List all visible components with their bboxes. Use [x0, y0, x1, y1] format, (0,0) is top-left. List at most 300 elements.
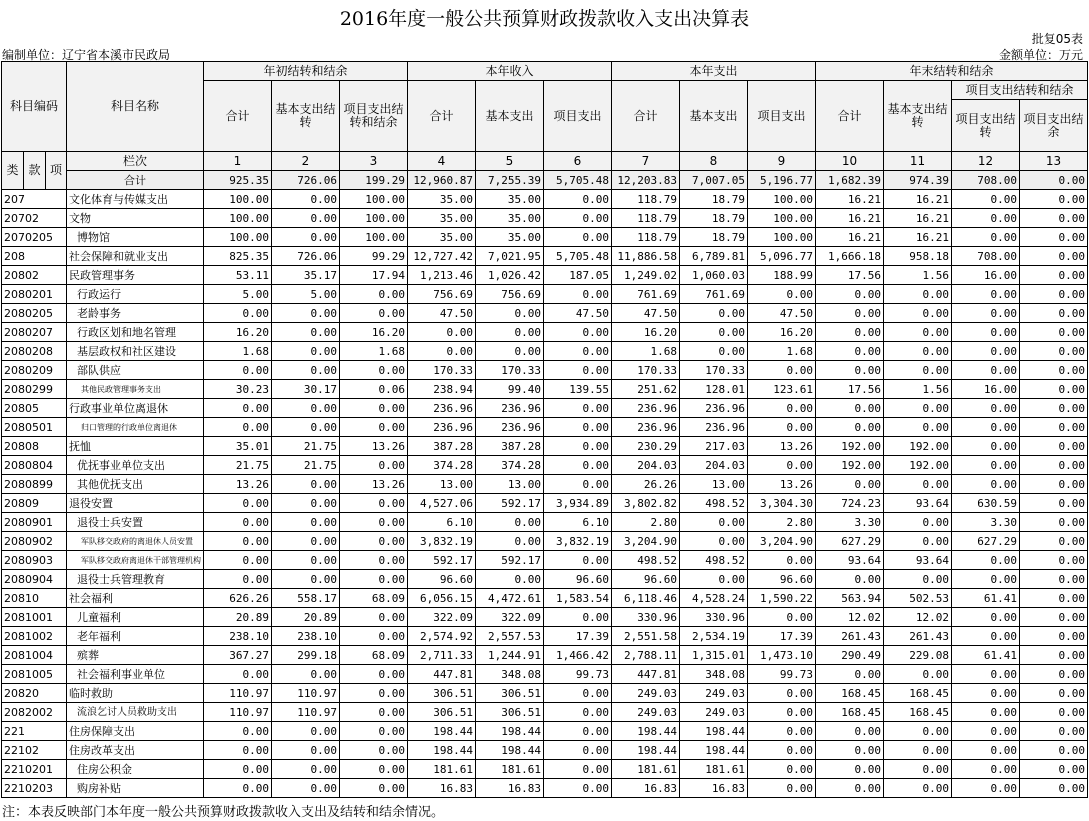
- amount-cell: 0.00: [816, 418, 884, 437]
- amount-cell: 2,711.33: [408, 646, 476, 665]
- amount-cell: 11,886.58: [612, 247, 680, 266]
- amount-cell: 0.00: [1020, 285, 1088, 304]
- amount-cell: 348.08: [680, 665, 748, 684]
- amount-cell: 12.02: [816, 608, 884, 627]
- amount-cell: 96.60: [748, 570, 816, 589]
- table-row: [2, 570, 1088, 589]
- amount-cell: 627.29: [816, 532, 884, 551]
- amount-cell: 0.00: [408, 323, 476, 342]
- amount-cell: 100.00: [748, 190, 816, 209]
- header-end-project: 项目支出结转和结余: [952, 81, 1088, 100]
- amount-cell: 100.00: [340, 190, 408, 209]
- amount-cell: 0.00: [272, 741, 340, 760]
- amount-cell: 367.27: [204, 646, 272, 665]
- amount-cell: 627.29: [952, 532, 1020, 551]
- subject-code: 20805: [2, 399, 67, 418]
- amount-cell: 0.00: [952, 741, 1020, 760]
- header-income-total: 合计: [408, 81, 476, 152]
- amount-cell: 0.00: [544, 399, 612, 418]
- header-begin-project: 项目支出结转和结余: [340, 81, 408, 152]
- header-begin-total: 合计: [204, 81, 272, 152]
- amount-cell: 0.00: [340, 532, 408, 551]
- amount-cell: 0.00: [952, 190, 1020, 209]
- amount-cell: 192.00: [816, 456, 884, 475]
- amount-cell: 35.00: [408, 190, 476, 209]
- amount-cell: 3,304.30: [748, 494, 816, 513]
- amount-cell: 0.00: [816, 665, 884, 684]
- amount-cell: 447.81: [612, 665, 680, 684]
- amount-cell: 0.00: [476, 342, 544, 361]
- amount-cell: 1,315.01: [680, 646, 748, 665]
- amount-cell: 2,551.58: [612, 627, 680, 646]
- amount-cell: 249.03: [612, 703, 680, 722]
- amount-cell: 96.60: [408, 570, 476, 589]
- amount-cell: 21.75: [272, 456, 340, 475]
- amount-cell: 3.30: [952, 513, 1020, 532]
- amount-cell: 0.00: [680, 532, 748, 551]
- footnote: 注：本表反映部门本年度一般公共预算财政拨款收入支出及结转和结余情况。: [2, 805, 445, 820]
- compiling-unit: 编制单位：辽宁省本溪市民政局: [2, 48, 171, 62]
- subject-code: 22102: [2, 741, 67, 760]
- amount-cell: 1,583.54: [544, 589, 612, 608]
- amount-cell: 30.23: [204, 380, 272, 399]
- amount-cell: 0.00: [884, 779, 952, 798]
- amount-cell: 330.96: [680, 608, 748, 627]
- amount-cell: 0.00: [476, 323, 544, 342]
- amount-cell: 0.00: [340, 760, 408, 779]
- amount-cell: 0.00: [204, 551, 272, 570]
- subject-code: 2081002: [2, 627, 67, 646]
- amount-cell: 4,528.24: [680, 589, 748, 608]
- amount-cell: 16.00: [952, 380, 1020, 399]
- amount-cell: 0.00: [272, 418, 340, 437]
- amount-cell: 6,118.46: [612, 589, 680, 608]
- amount-cell: 16.21: [884, 209, 952, 228]
- amount-cell: 306.51: [476, 703, 544, 722]
- amount-cell: 13.26: [340, 475, 408, 494]
- amount-cell: 0.00: [952, 304, 1020, 323]
- subject-code: 2080207: [2, 323, 67, 342]
- amount-cell: 1,213.46: [408, 266, 476, 285]
- amount-cell: 0.00: [1020, 760, 1088, 779]
- amount-cell: 35.00: [476, 190, 544, 209]
- amount-cell: 0.00: [272, 760, 340, 779]
- amount-cell: 0.00: [952, 760, 1020, 779]
- amount-cell: 96.60: [612, 570, 680, 589]
- total-label: 合计: [67, 171, 204, 190]
- amount-cell: 238.10: [204, 627, 272, 646]
- amount-cell: 13.26: [748, 437, 816, 456]
- amount-cell: 0.00: [952, 779, 1020, 798]
- amount-cell: 0.00: [952, 228, 1020, 247]
- amount-cell: 0.00: [748, 361, 816, 380]
- amount-cell: 0.00: [748, 608, 816, 627]
- amount-cell: 0.00: [204, 779, 272, 798]
- amount-cell: 100.00: [204, 228, 272, 247]
- amount-cell: 0.00: [952, 684, 1020, 703]
- amount-cell: 198.44: [408, 722, 476, 741]
- amount-cell: 217.03: [680, 437, 748, 456]
- amount-cell: 7,021.95: [476, 247, 544, 266]
- amount-cell: 0.00: [340, 456, 408, 475]
- amount-cell: 0.00: [748, 285, 816, 304]
- table-row: [2, 475, 1088, 494]
- amount-cell: 1.68: [612, 342, 680, 361]
- total-cell: 708.00: [952, 171, 1020, 190]
- amount-cell: 0.00: [816, 285, 884, 304]
- amount-cell: 0.00: [204, 741, 272, 760]
- table-row: [2, 247, 1088, 266]
- amount-cell: 0.00: [272, 665, 340, 684]
- amount-cell: 0.00: [816, 342, 884, 361]
- subject-name: 基层政权和社区建设: [67, 342, 204, 361]
- amount-cell: 96.60: [544, 570, 612, 589]
- amount-cell: 0.00: [340, 570, 408, 589]
- subject-code: 208: [2, 247, 67, 266]
- amount-cell: 198.44: [476, 741, 544, 760]
- amount-cell: 16.20: [748, 323, 816, 342]
- total-cell: 0.00: [1020, 171, 1088, 190]
- amount-cell: 168.45: [816, 703, 884, 722]
- amount-cell: 0.00: [340, 304, 408, 323]
- amount-cell: 0.00: [748, 779, 816, 798]
- col-num: 1: [204, 152, 272, 171]
- amount-cell: 0.00: [272, 190, 340, 209]
- amount-cell: 0.00: [204, 665, 272, 684]
- amount-cell: 0.00: [816, 304, 884, 323]
- amount-cell: 0.00: [816, 779, 884, 798]
- amount-cell: 0.00: [884, 741, 952, 760]
- total-cell: 5,196.77: [748, 171, 816, 190]
- amount-cell: 93.64: [884, 551, 952, 570]
- amount-cell: 16.21: [816, 228, 884, 247]
- amount-cell: 0.00: [1020, 342, 1088, 361]
- subject-code: 2081004: [2, 646, 67, 665]
- subject-name: 老龄事务: [67, 304, 204, 323]
- subject-code: 2080902: [2, 532, 67, 551]
- amount-cell: 726.06: [272, 247, 340, 266]
- amount-cell: 0.00: [272, 475, 340, 494]
- amount-cell: 0.00: [204, 304, 272, 323]
- col-num: 11: [884, 152, 952, 171]
- subject-code: 2080804: [2, 456, 67, 475]
- amount-cell: 187.05: [544, 266, 612, 285]
- amount-cell: 0.00: [544, 456, 612, 475]
- amount-cell: 0.00: [204, 532, 272, 551]
- amount-cell: 1.68: [204, 342, 272, 361]
- amount-cell: 0.00: [952, 456, 1020, 475]
- table-row: [2, 418, 1088, 437]
- amount-cell: 0.00: [680, 570, 748, 589]
- col-num: 8: [680, 152, 748, 171]
- amount-cell: 192.00: [884, 456, 952, 475]
- subject-code: 2070205: [2, 228, 67, 247]
- amount-cell: 16.00: [952, 266, 1020, 285]
- amount-cell: 0.00: [204, 418, 272, 437]
- amount-cell: 592.17: [408, 551, 476, 570]
- amount-cell: 35.17: [272, 266, 340, 285]
- col-num: 4: [408, 152, 476, 171]
- amount-cell: 0.00: [476, 532, 544, 551]
- amount-cell: 170.33: [612, 361, 680, 380]
- amount-cell: 6.10: [408, 513, 476, 532]
- amount-cell: 93.64: [884, 494, 952, 513]
- amount-cell: 13.00: [476, 475, 544, 494]
- amount-cell: 229.08: [884, 646, 952, 665]
- amount-cell: 17.56: [816, 266, 884, 285]
- amount-cell: 0.00: [952, 608, 1020, 627]
- amount-cell: 0.00: [544, 418, 612, 437]
- amount-cell: 236.96: [476, 399, 544, 418]
- amount-cell: 0.00: [544, 741, 612, 760]
- amount-cell: 3.30: [816, 513, 884, 532]
- amount-cell: 0.00: [1020, 589, 1088, 608]
- subject-code: 2082002: [2, 703, 67, 722]
- col-num: 2: [272, 152, 340, 171]
- table-row: [2, 627, 1088, 646]
- amount-cell: 0.00: [544, 703, 612, 722]
- table-row: [2, 437, 1088, 456]
- amount-cell: 0.00: [1020, 418, 1088, 437]
- amount-cell: 498.52: [612, 551, 680, 570]
- amount-cell: 30.17: [272, 380, 340, 399]
- amount-cell: 0.00: [680, 304, 748, 323]
- subject-name: 老年福利: [67, 627, 204, 646]
- header-income-basic: 基本支出: [476, 81, 544, 152]
- amount-cell: 21.75: [204, 456, 272, 475]
- amount-cell: 68.09: [340, 589, 408, 608]
- amount-cell: 3,832.19: [544, 532, 612, 551]
- amount-cell: 0.00: [340, 513, 408, 532]
- table-row: [2, 266, 1088, 285]
- amount-cell: 756.69: [476, 285, 544, 304]
- table-row: [2, 646, 1088, 665]
- subject-code: 2080205: [2, 304, 67, 323]
- amount-cell: 236.96: [612, 399, 680, 418]
- total-cell: 726.06: [272, 171, 340, 190]
- subject-code: 2080901: [2, 513, 67, 532]
- table-row: [2, 589, 1088, 608]
- amount-cell: 249.03: [680, 684, 748, 703]
- amount-cell: 0.00: [1020, 627, 1088, 646]
- amount-cell: 0.00: [1020, 456, 1088, 475]
- subject-code: 2210203: [2, 779, 67, 798]
- amount-cell: 35.00: [408, 228, 476, 247]
- page-title: 2016年度一般公共预算财政拨款收入支出决算表: [339, 8, 750, 30]
- header-column-label: 栏次: [67, 152, 204, 171]
- amount-cell: 61.41: [952, 589, 1020, 608]
- amount-cell: 0.00: [272, 513, 340, 532]
- amount-cell: 756.69: [408, 285, 476, 304]
- amount-cell: 0.00: [680, 342, 748, 361]
- amount-cell: 0.00: [544, 190, 612, 209]
- amount-cell: 0.00: [1020, 532, 1088, 551]
- amount-cell: 198.44: [612, 741, 680, 760]
- amount-cell: 563.94: [816, 589, 884, 608]
- amount-cell: 0.00: [952, 722, 1020, 741]
- amount-cell: 170.33: [408, 361, 476, 380]
- amount-cell: 306.51: [476, 684, 544, 703]
- amount-cell: 1,466.42: [544, 646, 612, 665]
- amount-cell: 0.00: [1020, 703, 1088, 722]
- amount-cell: 0.00: [340, 494, 408, 513]
- amount-cell: 0.00: [544, 608, 612, 627]
- amount-cell: 299.18: [272, 646, 340, 665]
- currency-unit: 金额单位：万元: [998, 48, 1083, 62]
- subject-code: 20802: [2, 266, 67, 285]
- amount-cell: 18.79: [680, 190, 748, 209]
- subject-code: 2080501: [2, 418, 67, 437]
- table-row: [2, 722, 1088, 741]
- amount-cell: 958.18: [884, 247, 952, 266]
- amount-cell: 181.61: [476, 760, 544, 779]
- amount-cell: 306.51: [408, 703, 476, 722]
- amount-cell: 0.00: [1020, 209, 1088, 228]
- amount-cell: 0.00: [748, 551, 816, 570]
- amount-cell: 230.29: [612, 437, 680, 456]
- amount-cell: 0.00: [952, 570, 1020, 589]
- amount-cell: 170.33: [476, 361, 544, 380]
- amount-cell: 724.23: [816, 494, 884, 513]
- header-row-1: [2, 62, 1088, 81]
- amount-cell: 2.80: [748, 513, 816, 532]
- table-row: [2, 703, 1088, 722]
- amount-cell: 5.00: [272, 285, 340, 304]
- subject-name: 优抚事业单位支出: [67, 456, 204, 475]
- amount-cell: 0.00: [884, 475, 952, 494]
- table-row: [2, 361, 1088, 380]
- amount-cell: 2,534.19: [680, 627, 748, 646]
- amount-cell: 0.00: [272, 228, 340, 247]
- subject-name: 军队移交政府的离退休人员安置: [67, 532, 204, 551]
- amount-cell: 100.00: [340, 228, 408, 247]
- amount-cell: 99.73: [544, 665, 612, 684]
- amount-cell: 0.00: [340, 608, 408, 627]
- subject-code: 20808: [2, 437, 67, 456]
- total-row: [2, 171, 1088, 190]
- amount-cell: 0.00: [204, 760, 272, 779]
- header-row-4: [2, 152, 1088, 171]
- amount-cell: 0.00: [748, 722, 816, 741]
- amount-cell: 238.94: [408, 380, 476, 399]
- amount-cell: 0.00: [204, 722, 272, 741]
- amount-cell: 110.97: [272, 703, 340, 722]
- amount-cell: 0.00: [340, 703, 408, 722]
- amount-cell: 13.00: [680, 475, 748, 494]
- amount-cell: 100.00: [748, 228, 816, 247]
- table-row: [2, 209, 1088, 228]
- header-end-project-carry: 项目支出结转: [952, 100, 1020, 152]
- amount-cell: 0.00: [272, 361, 340, 380]
- amount-cell: 0.00: [884, 399, 952, 418]
- amount-cell: 0.00: [816, 323, 884, 342]
- amount-cell: 825.35: [204, 247, 272, 266]
- amount-cell: 198.44: [680, 741, 748, 760]
- table-row: [2, 494, 1088, 513]
- subject-name: 儿童福利: [67, 608, 204, 627]
- amount-cell: 93.64: [816, 551, 884, 570]
- subject-name: 归口管理的行政单位离退休: [67, 418, 204, 437]
- total-cell: 7,007.05: [680, 171, 748, 190]
- amount-cell: 16.83: [612, 779, 680, 798]
- total-cell: 12,960.87: [408, 171, 476, 190]
- amount-cell: 0.00: [1020, 684, 1088, 703]
- subject-name: 社会福利: [67, 589, 204, 608]
- amount-cell: 0.00: [680, 323, 748, 342]
- subject-code: 2081005: [2, 665, 67, 684]
- amount-cell: 0.00: [272, 304, 340, 323]
- amount-cell: 0.00: [544, 551, 612, 570]
- amount-cell: 17.94: [340, 266, 408, 285]
- amount-cell: 0.00: [816, 570, 884, 589]
- subject-code: 207: [2, 190, 67, 209]
- amount-cell: 13.00: [408, 475, 476, 494]
- amount-cell: 2,574.92: [408, 627, 476, 646]
- amount-cell: 68.09: [340, 646, 408, 665]
- amount-cell: 592.17: [476, 551, 544, 570]
- amount-cell: 168.45: [884, 703, 952, 722]
- amount-cell: 198.44: [476, 722, 544, 741]
- amount-cell: 198.44: [680, 722, 748, 741]
- subject-name: 民政管理事务: [67, 266, 204, 285]
- subject-code: 2080904: [2, 570, 67, 589]
- amount-cell: 0.00: [204, 513, 272, 532]
- subject-name: 抚恤: [67, 437, 204, 456]
- amount-cell: 0.00: [952, 342, 1020, 361]
- amount-cell: 261.43: [884, 627, 952, 646]
- table-row: [2, 304, 1088, 323]
- amount-cell: 708.00: [952, 247, 1020, 266]
- amount-cell: 53.11: [204, 266, 272, 285]
- amount-cell: 118.79: [612, 228, 680, 247]
- amount-cell: 0.00: [884, 760, 952, 779]
- table-body: [2, 190, 1088, 798]
- amount-cell: 20.89: [272, 608, 340, 627]
- amount-cell: 0.00: [1020, 399, 1088, 418]
- amount-cell: 0.00: [272, 399, 340, 418]
- subject-code: 2081001: [2, 608, 67, 627]
- amount-cell: 0.00: [952, 285, 1020, 304]
- amount-cell: 238.10: [272, 627, 340, 646]
- header-end-balance: 年末结转和结余: [816, 62, 1088, 81]
- amount-cell: 0.00: [544, 228, 612, 247]
- amount-cell: 498.52: [680, 551, 748, 570]
- amount-cell: 35.00: [408, 209, 476, 228]
- amount-cell: 3,832.19: [408, 532, 476, 551]
- header-expense-basic: 基本支出: [680, 81, 748, 152]
- amount-cell: 13.26: [748, 475, 816, 494]
- amount-cell: 100.00: [204, 190, 272, 209]
- amount-cell: 0.00: [1020, 380, 1088, 399]
- amount-cell: 99.40: [476, 380, 544, 399]
- header-income-project: 项目支出: [544, 81, 612, 152]
- amount-cell: 5.00: [204, 285, 272, 304]
- header-expense: 本年支出: [612, 62, 816, 81]
- subject-name: 其他民政管理事务支出: [67, 380, 204, 399]
- subject-code: 221: [2, 722, 67, 741]
- amount-cell: 198.44: [408, 741, 476, 760]
- amount-cell: 0.00: [544, 342, 612, 361]
- amount-cell: 0.00: [884, 532, 952, 551]
- amount-cell: 47.50: [748, 304, 816, 323]
- col-num: 9: [748, 152, 816, 171]
- amount-cell: 12.02: [884, 608, 952, 627]
- subject-name: 行政区划和地名管理: [67, 323, 204, 342]
- amount-cell: 118.79: [612, 209, 680, 228]
- amount-cell: 0.00: [952, 475, 1020, 494]
- amount-cell: 12,727.42: [408, 247, 476, 266]
- table-row: [2, 380, 1088, 399]
